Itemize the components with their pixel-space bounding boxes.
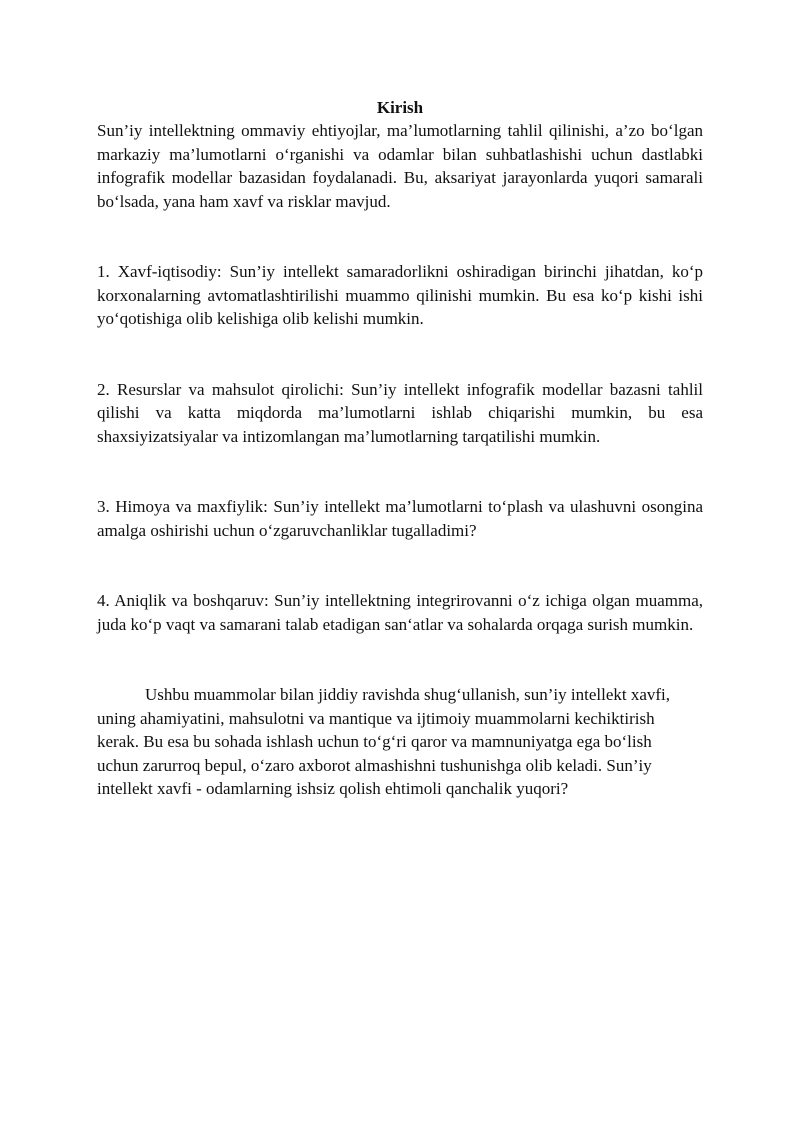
document-title: Kirish [376, 98, 424, 117]
list-item-economic-risk: 1. Xavf-iqtisodiy: Sun’iy intellekt samaradorlikni oshiradigan birinchi jihatdan, ko‘p korxonalarning avtomatlashtirilishi muammo qilinishi mumkin. Bu esa ko‘p kishi ishi yo‘qotishiga olib kelishiga olib kelishi mumkin. [97, 262, 703, 328]
intro-paragraph: Sun’iy intellektning ommaviy ehtiyojlar, ma’lumotlarning tahlil qilinishi, a’zo bo‘lgan markaziy ma’lumotlarni o‘rganishi va odamlar bilan suhbatlashishi uchun dastlabki infografik modellar bazasidan foydalanadi. Bu, aksariyat jarayonlarda yuqori samarali bo‘lsada, yana ham xavf va risklar mavjud. [97, 121, 703, 211]
list-item-resources: 2. Resurslar va mahsulot qirolichi: Sun’iy intellekt infografik modellar bazasni tahlil qilishi va katta miqdorda ma’lumotlarni ishlab chiqarishi mumkin, bu esa shaxsiyizatsiyalar va intizomlangan ma’lumotlarning tarqatilishi mumkin. [97, 379, 703, 446]
document-body [97, 96, 703, 801]
conclusion-paragraph: Ushbu muammolar bilan jiddiy ravishda shug‘ullanish, sun’iy intellekt xavfi, uning ahamiyatini, mahsulotni va mantique va ijtimoiy muammolarni kechiktirish kerak. Bu esa bu sohada ishlash uchun to‘g‘ri qaror va mamnuniyatga ega bo‘lish uchun zarurroq bepul, o‘zaro axborot almashishni tushunishga olib keladi. Sun’iy intellekt xavfi - odamlarning ishsiz qolish ehtimoli qanchalik yuqori? [97, 685, 671, 798]
list-item-accuracy: 4. Aniqlik va boshqaruv: Sun’iy intellektning integrirovanni o‘z ichiga olgan muamma, juda ko‘p vaqt va samarani talab etadigan san‘atlar va sohalarda orqaga surish mumkin. [97, 591, 703, 634]
list-item-privacy: 3. Himoya va maxfiylik: Sun’iy intellekt ma’lumotlarni to‘plash va ulashuvni osongina amalga oshirishi uchun o‘zgaruvchanliklar tugalladimi? [97, 497, 703, 540]
